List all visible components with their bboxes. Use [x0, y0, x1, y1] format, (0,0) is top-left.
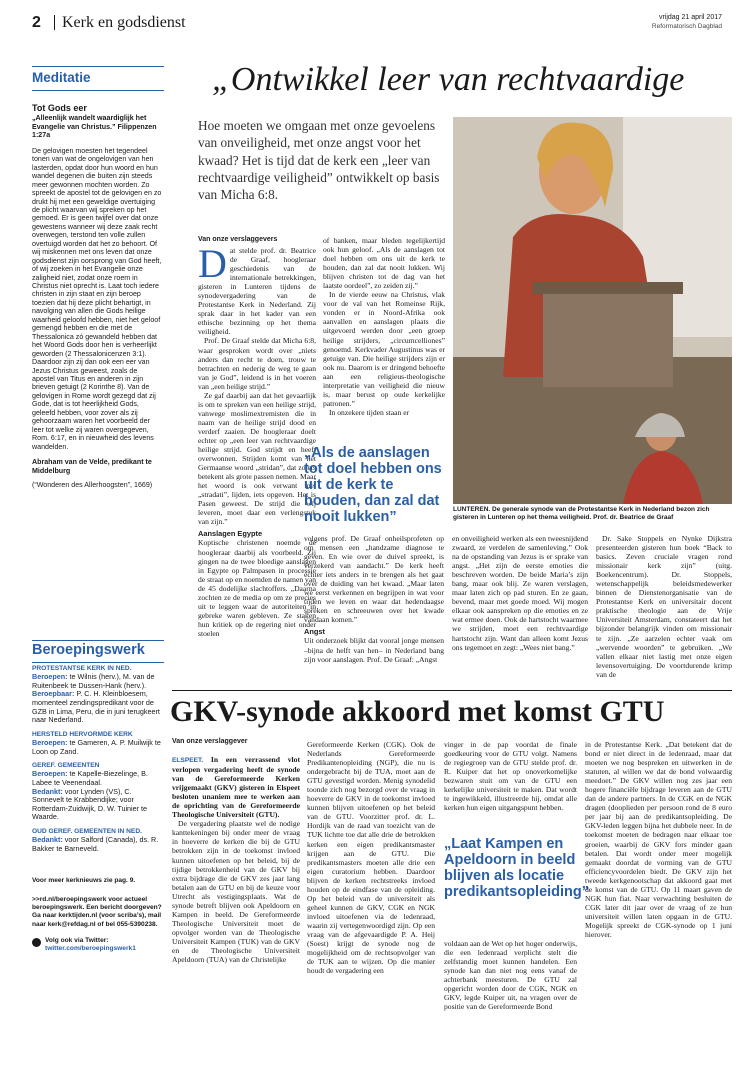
page-header [32, 12, 722, 34]
paragraph: Dr. Sake Stoppels en Nynke Dijkstra presenteerden gisteren hun boek “Back to basics. Zeven cruciale vragen rond missionair kerk zijn” (uitg. Boekencentrum). Dr. Stoppels, wetenschappelijk beleidsmedewerker binnen de Dienstenorganisatie van de Protestantse Kerk en universitair docent praktische theologie aan de Vrije Universiteit Amsterdam, constateert dat het bijzonder belangrijk vinden om missionair te zijn. „Ze aarzelen echter vaak om „wervende woorden” te gebruiken. „We vallen elkaar niet lastig met onze eigen levensovertuiging. De voortdurende krimp van de [596, 534, 732, 679]
paragraph: Koptische christenen noemde de hoogleraar daarbij als voorbeeld. Zij gingen na de twee bloedige aanslagen in Egypte op Palmpasen in processie de straat op en noemden de namen van de 45 dodelijke slachtoffers. „Daarna zochten ze de media op om ze precies uit te leggen waar de autoriteiten in gebreke waren gebleven. Ze staken hun kritiek op de regering niet onder stoelen [198, 538, 316, 638]
paragraph: volgens prof. De Graaf onheilsprofeten op om mensen een „handzame diagnose te geven. En wie over de duivel spreekt, is verzekerd van aandacht.” De kerk heeft echter iets anders in te brengen als het gaat over de duiding van het kwaad. „Maar laten we eerst verkennen en begrijpen in wat voor tijden we leven en waar dat hedendaagse spreken en schreeuwen over het kwade vandaan komen.” [304, 534, 444, 625]
article2-headline: GKV-synode akkoord met komst GTU [170, 695, 665, 728]
meditatie-source: (“Wonderen des Allerhoogsten”, 1669) [32, 481, 153, 490]
paragraph: Prof. De Graaf stelde dat Micha 6:8, waar gesproken wordt over „niets anders dan recht te doen, trouw te betrachten en nederig de weg te gaan van je God”, leidend is in het voeren van „een heilige strijd.” [198, 336, 316, 391]
dropcap: D [198, 241, 227, 286]
paragraph: voldaan aan de Wet op het hoger onderwijs, die een ledenraad verplicht stelt die zelfstandig moet kunnen handelen. Een synode kan dan niet nog eens vanaf de achterbank meesturen. De GTU zal opgericht worden door de CGK, NGK en GKV, legde Kuiper uit, na vragen over de positie van de Gereformeerde Bond [444, 939, 577, 1012]
church-name: PROTESTANTSE KERK IN NED. [32, 665, 132, 672]
article2-col1 [172, 755, 300, 964]
meditatie-body: De gelovigen moesten het tegendeel tonen van wat de ongelovigen van hen lasterden, opdat door hun woord en hun wandel degenen die buiten zijn steeds meer gewonnen mochten worden. Zo spreekt de apostel tot de gelovigen en zo drukt hij met een geweldige overtuiging de plicht waarvan wij spreken op het gemoed. Er is geen twijfel over dat onze gewestens wanneer wij deze zaak recht overwegen, terstond ten volle zullen overtuigd worden dat het zo behoort. Of wij miskennen met ons leven dat onze godsdienst zijn oorsprong van God heeft, of wij zoeken in het Evangelie onze zaligheid niet, zodat onze roem in Christus niet oprecht is. Laat toch iedere christen in zijn staat en zijn beroep toezien dat hij deze plicht behartigt, in navolging van allen die Gods heilige waarheid geloofd hebben, niet het geloof gemengd hebben en die met de Thessalonica zó gewandeld hebben dat het Woord Gods door hen is verheerlijkt geworden (2 Thessalonicenzen 3:1). Daardoor zijn zij dan ook een eer van Jezus Christus geweest, zoals de apostel van Titus en anderen in zijn brieven getuigt (2 Korinthe 8). Van de gelovigen in Rome wordt gezegd dat zij Gode, dat is tot heerlijkheid Gods, geleefd hebben, voor zover als zij gehoorzaam waren het voorbeeld der leer tot welke zij waren overgegeven, Rom. 6:17, en in nieuwheid des levens wandelden. [32, 146, 162, 451]
paragraph: in de Protestantse Kerk. „Dat betekent dat de bond er niet direct in de ledenraad, maar dat moeten we nog bespreken en uitwerken in de statuten, al willen we dat de bond volwaardig meedoet.” De GKV willen nog zes jaar een hogere financiële bijdrage leveren aan de GTU dan de andere partners. In de CGK en de NGK dragen (dooplieden per persoon rond de 8 euro per jaar bij aan de predikantsopleiding. De GKV-leden leggen bijna het dubbele neer. In de toekomst moeten de bedragen naar elkaar toe groeien, waarbij de GKV fors minder gaan betalen. Dat wordt onder meer mogelijk gemaakt doordat de vorming van de GTU efficiencyvoordelen biedt. De GKV zijn het tweede kerkgenootschap dat akkoord gaat met de komst van de GTU. Op 11 maart gaven de NGK hun fiat. Naar verwachting besluiten de CGK later dit jaar over de vraag of ze hun universiteit willen laten opgaan in de GTU. Mogelijk spreekt de CGK-synode op 1 juni hierover. [585, 740, 732, 939]
more-news-note: Voor meer kerknieuws zie pag. 9. [32, 877, 136, 885]
paragraph: Gereformeerde Kerken (CGK). Ook de Nederlands Gereformeerde Predikantenopleiding (NGP), die nu is ondergebracht bij de TUA, moet aan de GTU gevestigd worden. Menig synodelid toonde zich nog bezorgd over de vraag in hoeverre de GKV in de toekomst invloed kunnen blijven uitoefenen op het beleid van de GTU. Voorzitter prof. dr. L. Hordijk van de raad van toezicht van de TUK lichtte toe dat alle drie de betrokken kerken een eigen predikantsmaster krijgen aan de GTU. Die predikantsmasters moeten alle drie een eigen curatorium hebben. Daardoor blijven de kerken rechtstreeks invloed houden op de eindfase van de opleiding. Op het beleid van de universiteit als geheel kunnen de GKV, CGK en NGK invloed uitoefenen via de ledenraad, waarin zij vertegenwoordigd zijn. Op een vraag van de afgevaardigde P. A. Heij (Soest) krijgt de synode nog de mogelijkheid om de rechtsopvolger van de TUK aan te wijzen. Op die manier houdt de vergadering een [307, 740, 435, 976]
call-text: te Wilnis (herv.), M. van de Ruitenbeek te Dussen-Hank (herv.). [32, 672, 155, 690]
paragraph: Uit onderzoek blijkt dat vooral jonge mensen –bijna de helft van hen– in Nederland bang zijn voor aanslagen. Prof. De Graaf: „Angst [304, 636, 444, 664]
article2-col3-top [444, 740, 577, 812]
paragraph: of banken, maar bleden tegelijkertijd ook hun geloof. „Als de aanslagen tot doel hebben om ons uit de kerk te houden, dan zal dat nooit lukken. Wij blijven christen tot de dag van het laatste oordeel”, zo zeiden zij.” [323, 236, 445, 291]
paragraph: De vergadering plaatste wel de nodige kanttekeningen bij onder meer de vraag in hoeverre de kerken die bij de GTU betrokken zijn in de toekomst invloed kunnen uitoefenen op het beleid, bij de tijdige betrokkenheid van de GKV bij extra bijdrage die de GKV zes jaar lang betalen aan de GTU en bij de keuze voor Utrecht als vestigingsplaats. Wat de synode betreft blijven ook Apeldoorn en Kampen in beeld. De Gereformeerde Theologische Universiteit moet de opvolger worden van de Theologische Universiteit Kampen (TUK) van de GKV en de Theologische Universiteit Apeldoorn (TUA) van de Christelijke [172, 819, 300, 965]
church-group [32, 665, 164, 725]
beroepingswerk-heading-rule [32, 662, 164, 663]
call-line [32, 690, 164, 724]
paragraph: In onzekere tijden staan er [329, 407, 410, 417]
call-text: voor Lynden (VS), C. Sonnevelt te Krabbendijke; voor Rotterdam-Zuidwijk, D. W. Tuinier te Waarde. [32, 786, 148, 822]
article1-col3 [452, 534, 588, 652]
church-group [32, 828, 164, 853]
article1-intro: Hoe moeten we omgaan met onze gevoelens van onveiligheid, met onze angst voor het kwaad? Het is tijd dat de kerk een „leer van rechtvaardige veiligheid” ontwikkelt op basis van Micha 6:8. [198, 118, 440, 203]
article2-col4 [585, 740, 732, 939]
lead-label: ELSPEET. [172, 757, 204, 764]
sidebar-top-rule [32, 66, 164, 67]
article2-byline: Van onze verslaggever [172, 738, 248, 745]
caption-label: LUNTEREN. [453, 506, 491, 513]
call-label: Beroepen: [32, 769, 68, 779]
article1-byline: Van onze verslaggevers [198, 236, 278, 243]
paragraph: Ze gaf daarbij aan dat het gevaarlijk is om te spreken van een heilige strijd, vanwege moslimextremisten die in naam van de heilige strijd dood en verderf zaaien. De hoogleraar doelt echter op „een leer van rechtvaardige heilige strijd. God strijdt en heeft overwonnen. Strijden komt van het Germaanse woord „stridan”, dat zoiets betekent als grote passen nemen. Maar het woord is ook verwant met „stradati”, lijden, iets opgeven. Het is Pasen geweest. De strijd die wij leveren, moet daar een verlengstuk van zijn.” [198, 390, 316, 527]
photo-caption [453, 506, 732, 522]
header-paper: Reformatorisch Dagblad [651, 23, 722, 30]
call-text: P. C. H. Kleinbloesem, momenteel zendingspredikant voor de GZB in Lima, Peru, die in juni terugkeert naar Nederland. [32, 689, 160, 725]
article2-lead [172, 755, 300, 819]
call-label: Bedankt: [32, 786, 63, 796]
article2-col2 [307, 740, 435, 975]
article2-pullquote: „Laat Kampen en Apeldoorn in beeld blijven als locatie predikantsopleiding” [444, 836, 590, 900]
article-divider [172, 690, 732, 691]
subheading: Angst [304, 627, 325, 637]
call-text: voor Salford (Canada), ds. R. Bakker te Barneveld. [32, 835, 159, 853]
twitter-icon [32, 938, 41, 947]
call-line [32, 739, 164, 756]
article1-photo [453, 117, 732, 504]
online-note[interactable]: >>rd.nl/beroepingswerk voor actueel beroepingswerk. Een bericht doorgeven? Ga naar kerktijden.nl (voor scriba’s), mail naar kerk@refdag.nl of bel 055-5390238. [32, 895, 162, 928]
beroepingswerk-list [32, 665, 164, 954]
article1-headline: „Ontwikkel leer van rechtvaardige [212, 61, 685, 98]
beroepingswerk-top-rule [32, 640, 164, 641]
meditatie-title: Tot Gods eer [32, 103, 87, 113]
church-name: OUD GEREF. GEMEENTEN IN NED. [32, 827, 142, 835]
meditatie-block [32, 103, 162, 490]
page-number: 2 [32, 14, 41, 31]
meditatie-author: Abraham van de Velde, predikant te Middelburg [32, 458, 152, 475]
article1-col4 [596, 534, 732, 679]
article1-col2 [323, 236, 445, 417]
paragraph: In de vierde eeuw na Christus, vlak voor de val van het Romeinse Rijk, vonden er in Noord-Afrika ook aanvallen en aanslagen plaats die uitgevoerd werden door „een groep heilige strijders, „circumcelliones” genoemd. Kerkvader Augustinus was er getuige van. Die heilige strijders zijn er ook nu. Daarom is er dringend behoefte aan een religieus-theologische interpretatie van veiligheid die nieuw is, maar berust op oude kerkelijke patronen.” [323, 290, 445, 408]
call-label: Beroepen: [32, 737, 68, 747]
beroepingswerk-heading: Beroepingswerk [32, 642, 145, 658]
church-name: GEREF. GEMEENTEN [32, 762, 100, 770]
call-text: te Kapelle-Biezelinge, B. Labee te Veenendaal. [32, 769, 148, 787]
call-line [32, 673, 164, 690]
header-date: vrijdag 21 april 2017 [658, 14, 722, 21]
church-group [32, 762, 164, 822]
article1-col2-after [304, 534, 444, 664]
twitter-label: Volg ook via Twitter: [45, 936, 109, 944]
lead-text: In een verrassend vlot verlopen vergadering heeft de synode van de Gereformeerde Kerken vrijgemaakt (GKV) gisteren in Elspeet besloten unaniem mee te werken aan de oprichting van de Gereformeerde Theologische Universiteit (GTU). [172, 755, 300, 820]
call-line [32, 770, 164, 787]
paragraph: at stelde prof. dr. Beatrice de Graaf, hoogleraar geschiedenis van de internationale betrekkingen, gisteren in Lunteren tijdens de synodevergadering van de Protestantse Kerk in Nederland. Zij sprak daar in het kader van een ethische bezinning op het thema veiligheid. [198, 246, 316, 337]
article1-col1 [198, 241, 316, 638]
paragraph: en onveiligheid werken als een tweesnijdend zwaard, ze verdelen de samenleving.” Ook na de opstanding van Jezus is er sprake van angst. „Het zijn de eerste emoties die beschreven worden. De beide Maria’s zijn bang, maar ook blij. Ze waren verslagen, maar laten zich op pad sturen. En ze gaan, bevend, maar met goede moed. Wij mogen elkaar ook aanspreken op die emoties en ze wat ermee doen. Ook de hartstocht waarmee we strijden, moet een rechtvaardige hartstocht zijn. Want dan alleen komt Jezus ons tegemoet en zegt: „Wees niet bang.” [452, 534, 589, 652]
call-text: te Gameren, A. P. Muilwijk te Loon op Zand. [32, 737, 161, 756]
article1-pullquote: „Als de aanslagen tot doel hebben ons uit de kerk te houden, dan zal dat nooit lukken” [304, 445, 442, 525]
call-label: Beroepbaar: [32, 689, 75, 699]
meditatie-heading: Meditatie [32, 70, 91, 85]
caption-text: De generale synode van de Protestantse Kerk in Nederland bezon zich gisteren in Lunteren op het thema veiligheid. Prof. dr. Beatrice de Graaf [453, 506, 710, 522]
call-line [32, 836, 164, 853]
article2-col3-bottom [444, 939, 577, 1011]
call-label: Bedankt: [32, 835, 63, 845]
twitter-block[interactable] [32, 937, 164, 954]
twitter-link[interactable]: twitter.com/beroepingswerk1 [45, 945, 136, 953]
meditatie-subtitle: „Alleenlijk wandelt waardiglijk het Evangelie van Christus.” Filippenzen 1:27a [32, 114, 157, 140]
church-name: HERSTELD HERVORMDE KERK [32, 730, 133, 738]
call-label: Beroepen: [32, 672, 68, 682]
section-title: Kerk en godsdienst [62, 14, 186, 31]
header-divider [54, 15, 55, 30]
church-group [32, 731, 164, 756]
call-line [32, 788, 164, 822]
paragraph: vinger in de pap voordat de finale goedkeuring voor de GTU volgt. Namens de regiegroep van de GTU stelde prof. dr. R. Kuiper dat het op onoverkomelijke bezwaren stuit om van de GTU een kerkelijke universiteit te maken. Dat wordt te ingewikkeld, illustreerde hij, omdat alle kerken hun eigen uitgangspunt hebben. [444, 740, 577, 813]
subheading: Aanslagen Egypte [198, 529, 263, 539]
speaker-photo-illustration [453, 117, 732, 504]
meditatie-heading-rule [32, 90, 164, 91]
